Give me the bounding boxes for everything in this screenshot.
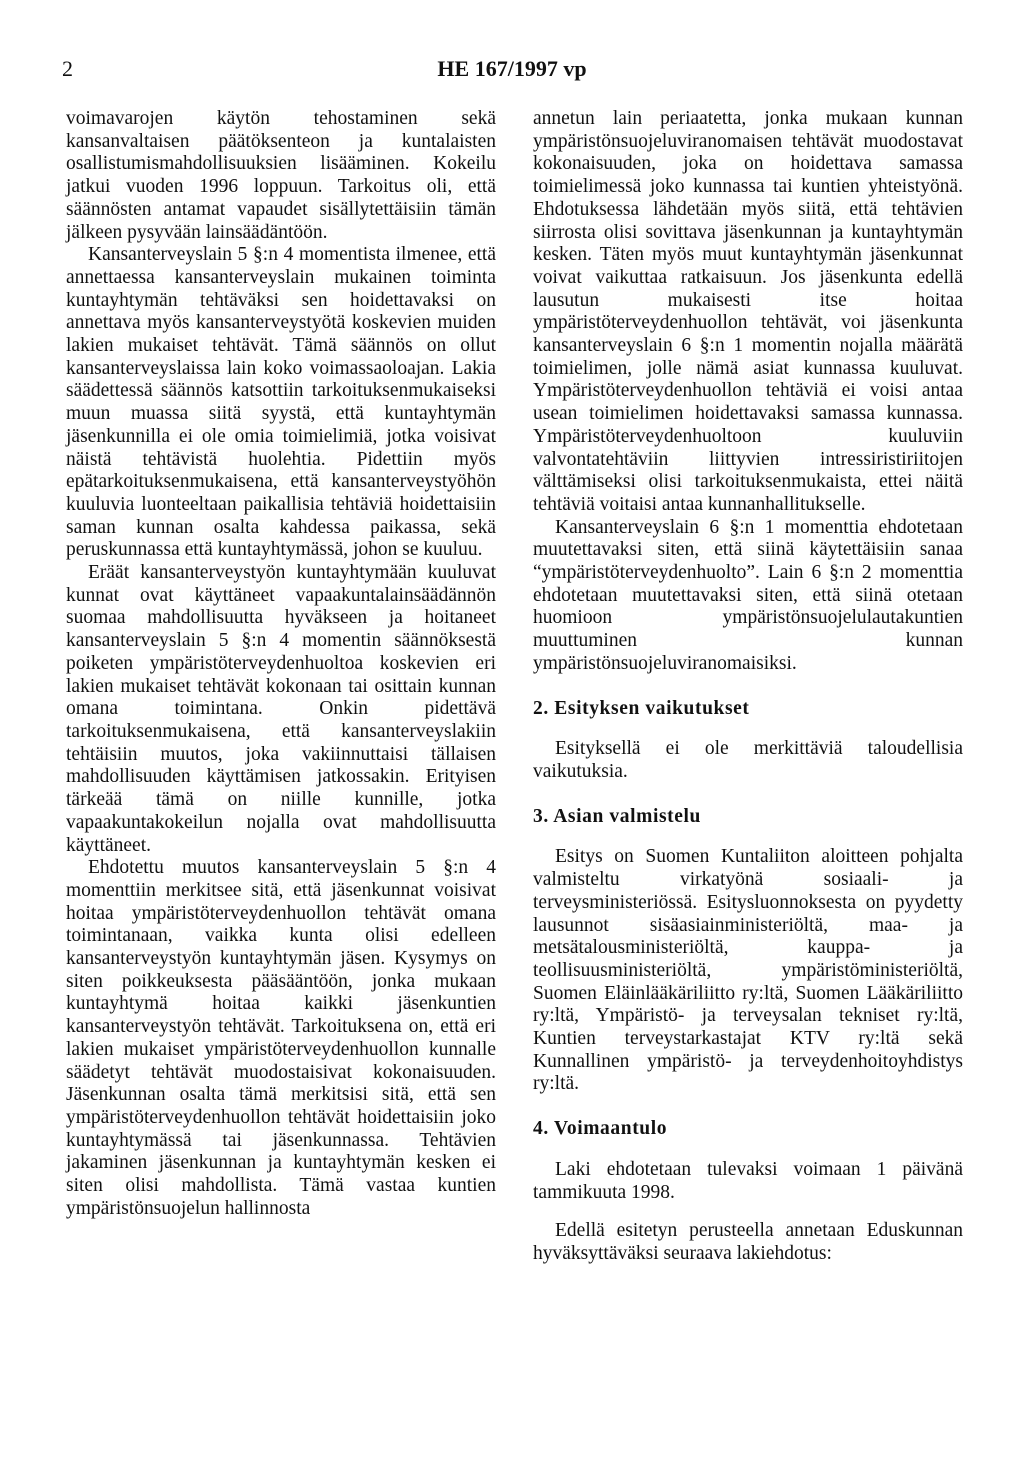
paragraph: Esityksellä ei ole merkittäviä taloudellisia vaikutuksia. (533, 738, 963, 782)
section-heading: 2. Esityksen vaikutukset (533, 697, 750, 719)
right-column (533, 108, 963, 1266)
page-number: 2 (62, 56, 73, 81)
paragraph: annetun lain periaatetta, jonka mukaan kunnan ympäristönsuojeluviranomaisen tehtävät muodostavat kokonaisuuden, joka on hoidettava samassa toimielimessä joko kunnassa tai kuntien yhteistyönä. Ehdotuksessa lähdetään myös siitä, että tehtävien siirrosta olisi sovittava jäsenkunnan ja kuntayhtymän kesken. Täten myös muut kuntayhtymän jäsenkunnat voivat vaikuttaa ratkaisuun. Jos jäsenkunta edellä lausutun mukaisesti itse hoitaa ympäristöterveydenhuollon tehtävät, voi jäsenkunta kansanterveyslain 6 §:n 1 momentin nojalla määrätä toimielimen, jolle nämä asiat kunnassa kuuluvat. Ympäristöterveydenhuollon tehtäviä ei voisi antaa usean toimielimen hoidettavaksi samassa kunnassa. Ympäristöterveydenhuoltoon kuuluviin valvontatehtäviin liittyvien intressiristiriitojen välttämiseksi olisi tarkoituksenmukaista, ettei näitä tehtäviä voitaisi antaa kunnanhallitukselle. (533, 108, 963, 515)
paragraph: voimavarojen käytön tehostaminen sekä kansanvaltaisen päätöksenteon ja kuntalaisten osallistumismahdollisuuksien lisääminen. Kokeilu jatkui vuoden 1996 loppuun. Tarkoitus oli, että säännösten antamat vapaudet sisällytettäisiin tämän jälkeen pysyvään lainsäädäntöön. (66, 108, 496, 243)
paragraph: Edellä esitetyn perusteella annetaan Eduskunnan hyväksyttäväksi seuraava lakiehdotus: (533, 1220, 963, 1264)
document-title: HE 167/1997 vp (437, 56, 587, 81)
left-column (66, 108, 496, 1220)
paragraph: Eräät kansanterveystyön kuntayhtymään kuuluvat kunnat ovat käyttäneet vapaakuntalainsäädännön suomaa mahdollisuutta hyväkseen ja hoitaneet kansanterveyslain 5 §:n 4 momentin säännöksestä poiketen ympäristöterveydenhuoltoa koskevien eri lakien mukaiset tehtävät kokonaan tai osittain kunnan omana toimintana. Onkin pidettävä tarkoituksenmukaisena, että kansanterveyslakiin tehtäisiin muutos, joka vakiinnuttaisi tällaisen mahdollisuuden käyttämisen jatkossakin. Erityisen tärkeää tämä on niille kunnille, jotka vapaakuntakokeilun nojalla ovat mahdollisuutta käyttäneet. (66, 562, 496, 856)
paragraph: Laki ehdotetaan tulevaksi voimaan 1 päivänä tammikuuta 1998. (533, 1158, 963, 1203)
paragraph: Esitys on Suomen Kuntaliiton aloitteen pohjalta valmisteltu virkatyönä sosiaali- ja terveysministeriössä. Esitysluonnoksesta on pyydetty lausunnot sisäasiainministeriöltä, maa- ja metsätalousministeriöltä, kauppa- ja teollisuusministeriöltä, ympäristöministeriöltä, Suomen Eläinlääkäriliitto ry:ltä, Suomen Lääkäriliitto ry:ltä, Ympäristö- ja terveysalan tekniset ry:ltä, Kuntien terveystarkastajat KTV ry:ltä sekä Kunnallinen ympäristö- ja terveydenhoitoyhdistys ry:ltä. (533, 846, 963, 1095)
section-heading: 4. Voimaantulo (533, 1118, 668, 1140)
paragraph: Kansanterveyslain 5 §:n 4 momentista ilmenee, että annettaessa kansanterveyslain mukainen toiminta kuntayhtymän tehtäväksi sen hoidettavaksi on annettava myös kansanterveystyötä koskevien muiden lakien mukaiset tehtävät. Tämä säännös on ollut kansanterveyslaissa lain koko voimassaoloajan. Lakia säädettessä säännös katsottiin tarkoituksenmukaiseksi muun muassa siitä syystä, että kuntayhtymän jäsenkunnilla ei ole omia toimielimiä, jotka voisivat näistä tehtävistä huolehtia. Pidettiin myös epätarkoituksenmukaisena, että kansanterveystyöhön kuuluvia luonteeltaan paikallisia tehtäviä hoidettaisiin saman kunnan osalta kahdessa paikassa, sekä peruskunnassa että kuntayhtymässä, johon se kuuluu. (66, 244, 496, 561)
section-heading: 3. Asian valmistelu (533, 805, 701, 827)
paragraph: Ehdotettu muutos kansanterveyslain 5 §:n 4 momenttiin merkitsee sitä, että jäsenkunnat voisivat hoitaa ympäristöterveydenhuollon tehtävät omana toimintanaan, vaikka kunta olisi edelleen kansanterveystyön kuntayhtymän jäsen. Kysymys on siten poikkeuksesta pääsääntöön, jonka mukaan kuntayhtymä hoitaa kaikki jäsenkuntien kansanterveystyön tehtävät. Tarkoituksena on, että eri lakien mukaiset ympäristöterveydenhuollon kunnalle säädetyt tehtävät muodostaisivat kokonaisuuden. Jäsenkunnan osalta tämä merkitsisi sitä, että sen ympäristöterveydenhuollon tehtävät hoidettaisiin joko kuntayhtymässä tai jäsenkunnassa. Tehtävien jakaminen jäsenkunnan ja kuntayhtymän kesken ei siten olisi mahdollista. Tämä vastaa kuntien ympäristönsuojelun hallinnosta (66, 857, 496, 1219)
paragraph: Kansanterveyslain 6 §:n 1 momenttia ehdotetaan muutettavaksi siten, että siinä käytettäisiin sanaa “ympäristöterveydenhuolto”. Lain 6 §:n 2 momenttia ehdotetaan muutettavaksi siten, että siinä otetaan huomioon ympäristönsuojelulautakuntien muuttuminen kunnan ympäristönsuojeluviranomaisiksi. (533, 516, 963, 674)
